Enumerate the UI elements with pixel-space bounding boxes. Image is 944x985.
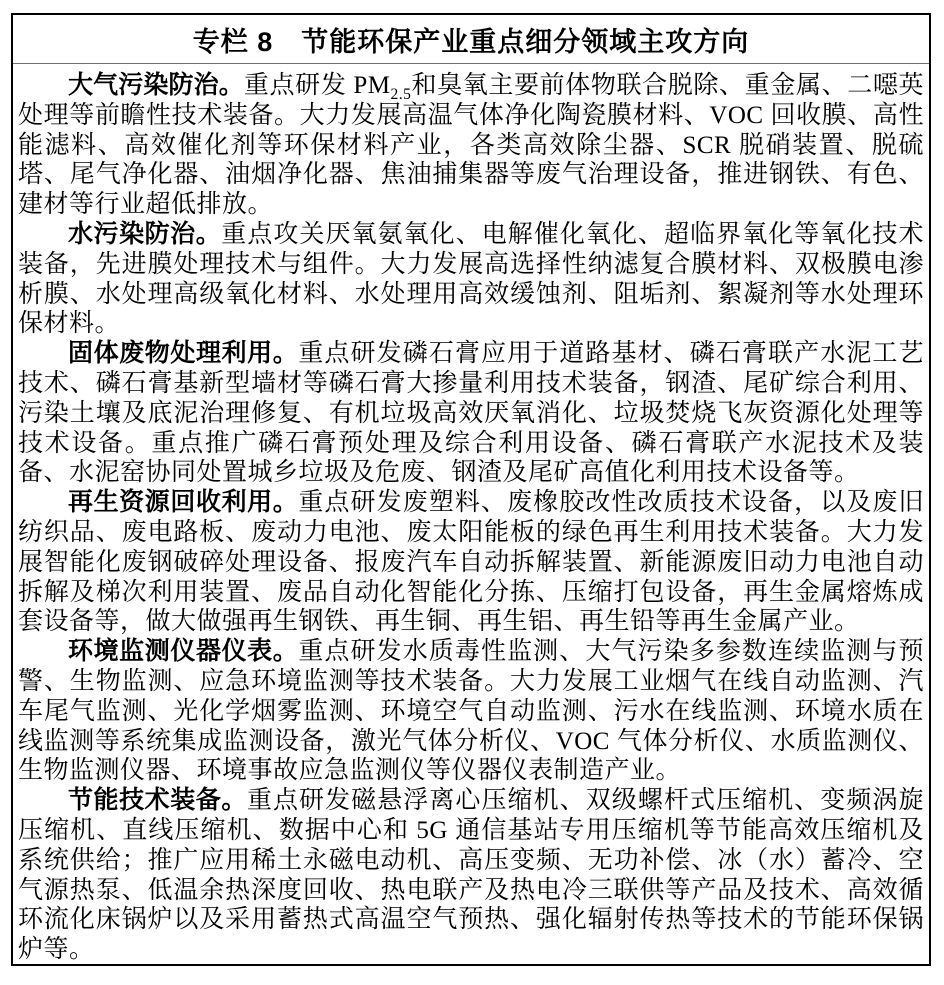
boxed-text-paragraph xyxy=(18,220,924,339)
boxed-column-frame xyxy=(11,13,931,966)
boxed-text-paragraph xyxy=(18,488,924,637)
section-heading: 再生资源回收利用。 xyxy=(68,488,299,517)
box-title-row xyxy=(13,15,929,64)
subscript-text: 2.5 xyxy=(390,86,412,103)
boxed-text-paragraph xyxy=(18,71,924,220)
paragraph-text: 重点研发磷石膏应用于道路基材、磷石膏联产水泥工艺技术、磷石膏基新型墙材等磷石膏大掺量利用技术装备，钢渣、尾矿综合利用、污染土壤及底泥治理修复、有机垃圾高效厌氧消化、垃圾焚烧飞灰资源化处理等技术设备。重点推广磷石膏预处理及综合利用设备、磷石膏联产水泥技术及装备、水泥窑协同处置城乡垃圾及危废、钢渣及尾矿高值化利用技术设备等。 xyxy=(18,340,924,487)
paragraph-text: 重点研发水质毒性监测、大气污染多参数连续监测与预警、生物监测、应急环境监测等技术装备。大力发展工业烟气在线自动监测、汽车尾气监测、光化学烟雾监测、环境空气自动监测、污水在线监测、环境水质在线监测等系统集成监测设备，激光气体分析仪、VOC 气体分析仪、水质监测仪、生物监测仪器、环境事故应急监测仪等仪器仪表制造产业。 xyxy=(18,638,924,785)
section-heading: 环境监测仪器仪表。 xyxy=(68,637,299,666)
section-heading: 大气污染防治。 xyxy=(68,71,244,99)
section-heading: 固体废物处理利用。 xyxy=(68,339,299,368)
box-body xyxy=(13,64,929,965)
paragraph-text: 重点研发 PM xyxy=(243,72,391,99)
boxed-text-paragraph xyxy=(18,786,924,965)
paragraph-text: 重点研发磁悬浮离心压缩机、双级螺杆式压缩机、变频涡旋压缩机、直线压缩机、数据中心和 5G 通信基站专用压缩机等节能高效压缩机及系统供给；推广应用稀土永磁电动机、高压变频、无功补偿、冰（水）蓄冷、空气源热泵、低温余热深度回收、热电联产及热电冷三联供等产品及技术、高效循环流化床锅炉以及采用蓄热式高温空气预热、强化辐射传热等技术的节能环保锅炉等。 xyxy=(18,787,924,964)
section-heading: 节能技术装备。 xyxy=(68,786,247,815)
paragraph-text: 和臭氧主要前体物联合脱除、重金属、二噁英处理等前瞻性技术装备。大力发展高温气体净化陶瓷膜材料、VOC 回收膜、高性能滤料、高效催化剂等环保材料产业，各类高效除尘器、SCR 脱硝装置、脱硫塔、尾气净化器、油烟净化器、焦油捕集器等废气治理设备，推进钢铁、有色、建材等行业超低排放。 xyxy=(18,72,924,219)
paragraph-text: 重点攻关厌氧氨氧化、电解催化氧化、超临界氧化等氧化技术装备，先进膜处理技术与组件。大力发展高选择性纳滤复合膜材料、双极膜电渗析膜、水处理高级氧化材料、水处理用高效缓蚀剂、阻垢剂、絮凝剂等水处理环保材料。 xyxy=(18,220,924,338)
boxed-text-paragraph xyxy=(18,339,924,488)
boxed-text-paragraph xyxy=(18,637,924,786)
box-title: 专栏 8 节能环保产业重点细分领域主攻方向 xyxy=(192,26,750,57)
paragraph-text: 重点研发废塑料、废橡胶改性改质技术设备，以及废旧纺织品、废电路板、废动力电池、废太阳能板的绿色再生利用技术装备。大力发展智能化废钢破碎处理设备、报废汽车自动拆解装置、新能源废旧动力电池自动拆解及梯次利用装置、废品自动化智能化分拣、压缩打包设备，再生金属熔炼成套设备等，做大做强再生钢铁、再生铜、再生铝、再生铅等再生金属产业。 xyxy=(18,489,924,636)
section-heading: 水污染防治。 xyxy=(68,219,222,248)
